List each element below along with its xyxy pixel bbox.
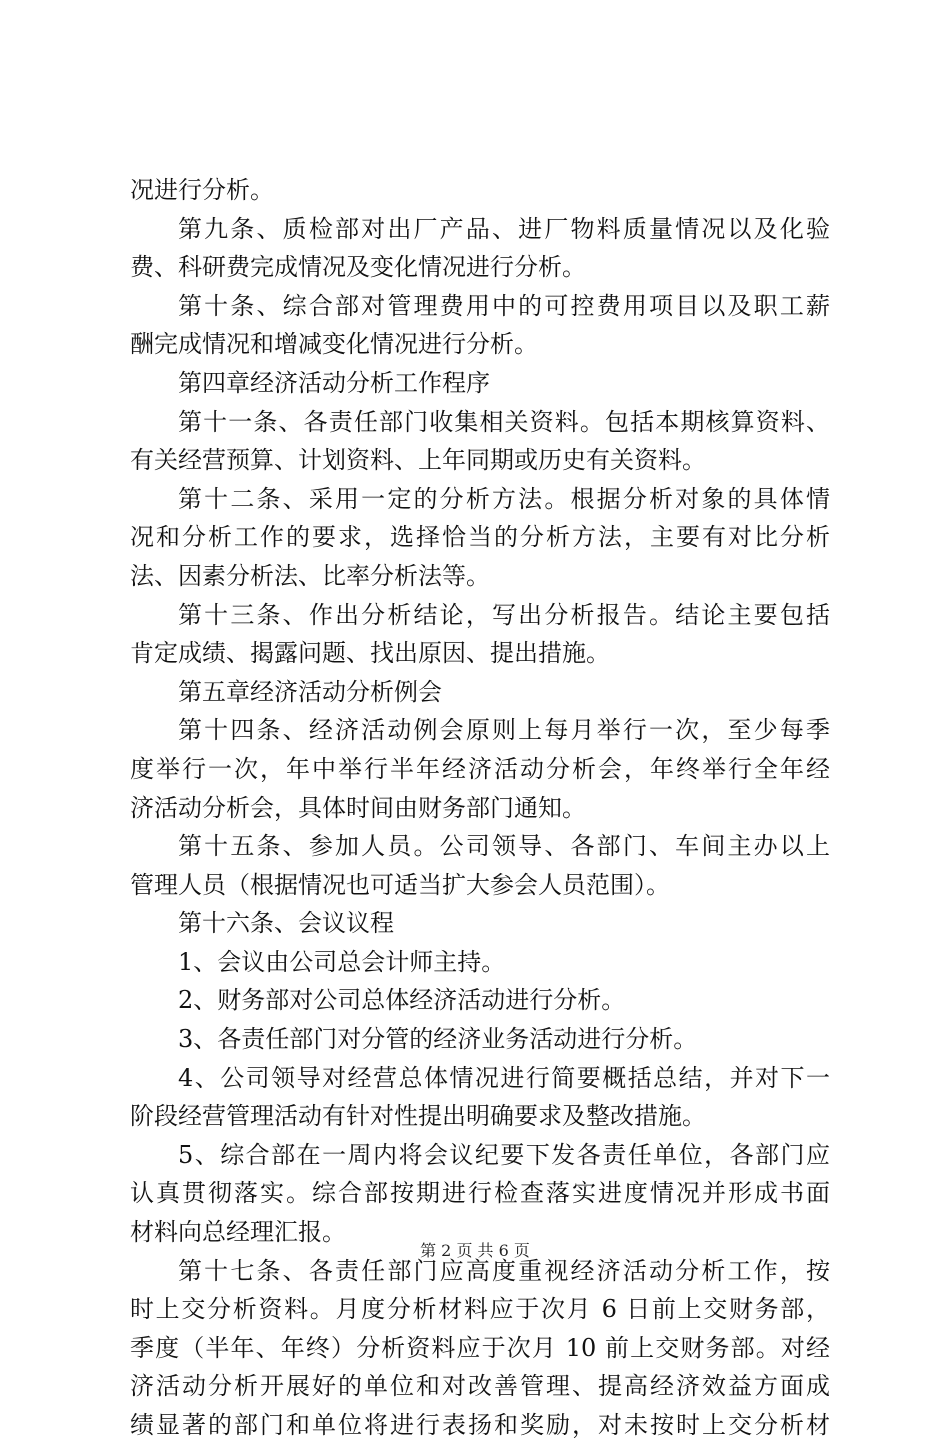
text-line: 材料向总经理汇报。 bbox=[130, 1218, 346, 1247]
text-line: 管理人员（根据情况也可适当扩大参会人员范围）。 bbox=[130, 870, 670, 899]
text-line: 第十二条、采用一定的分析方法。根据分析对象的具体情 bbox=[178, 484, 830, 513]
text-line: 况进行分析。 bbox=[130, 176, 274, 204]
text-line: 济活动分析会，具体时间由财务部门通知。 bbox=[130, 793, 586, 822]
text-line: 费、科研费完成情况及变化情况进行分析。 bbox=[130, 253, 586, 282]
text-line: 3、各责任部门对分管的经济业务活动进行分析。 bbox=[178, 1025, 698, 1054]
text-line: 肯定成绩、揭露问题、找出原因、提出措施。 bbox=[130, 639, 610, 668]
text-line: 第十一条、各责任部门收集相关资料。包括本期核算资料、 bbox=[178, 407, 830, 436]
page-footer: 第 2 页 共 6 页 bbox=[420, 1241, 530, 1260]
text-line: 第九条、质检部对出厂产品、进厂物料质量情况以及化验 bbox=[178, 214, 830, 243]
text-line: 酬完成情况和增减变化情况进行分析。 bbox=[130, 330, 538, 359]
text-line: 认真贯彻落实。综合部按期进行检查落实进度情况并形成书面 bbox=[130, 1179, 830, 1208]
text-line: 时上交分析资料。月度分析材料应于次月 6 日前上交财务部， bbox=[130, 1295, 830, 1324]
text-line: 第十五条、参加人员。公司领导、各部门、车间主办以上 bbox=[178, 832, 830, 861]
text-line: 第十六条、会议议程 bbox=[178, 909, 394, 938]
text-line: 2、财务部对公司总体经济活动进行分析。 bbox=[178, 986, 626, 1015]
text-line: 季度（半年、年终）分析资料应于次月 10 前上交财务部。对经 bbox=[130, 1333, 830, 1362]
text-line: 第十七条、各责任部门应高度重视经济活动分析工作，按 bbox=[178, 1256, 830, 1285]
text-line: 度举行一次，年中举行半年经济活动分析会，年终举行全年经 bbox=[130, 754, 830, 783]
text-line: 第十条、综合部对管理费用中的可控费用项目以及职工薪 bbox=[178, 291, 830, 320]
text-line: 况和分析工作的要求，选择恰当的分析方法，主要有对比分析 bbox=[130, 523, 830, 552]
text-line: 济活动分析开展好的单位和对改善管理、提高经济效益方面成 bbox=[130, 1372, 830, 1401]
text-line: 有关经营预算、计划资料、上年同期或历史有关资料。 bbox=[130, 446, 706, 475]
text-line: 4、公司领导对经营总体情况进行简要概括总结，并对下一 bbox=[178, 1063, 830, 1092]
text-line: 第四章经济活动分析工作程序 bbox=[178, 368, 490, 397]
text-line: 第十四条、经济活动例会原则上每月举行一次，至少每季 bbox=[178, 716, 830, 745]
text-line: 1、会议由公司总会计师主持。 bbox=[178, 947, 506, 976]
text-line: 阶段经营管理活动有针对性提出明确要求及整改措施。 bbox=[130, 1102, 706, 1131]
text-line: 绩显著的部门和单位将进行表扬和奖励，对未按时上交分析材 bbox=[130, 1411, 830, 1439]
text-line: 5、综合部在一周内将会议纪要下发各责任单位，各部门应 bbox=[178, 1140, 830, 1169]
text-line: 第十三条、作出分析结论，写出分析报告。结论主要包括 bbox=[178, 600, 830, 629]
text-line: 第五章经济活动分析例会 bbox=[178, 677, 442, 706]
text-line: 法、因素分析法、比率分析法等。 bbox=[130, 561, 490, 590]
